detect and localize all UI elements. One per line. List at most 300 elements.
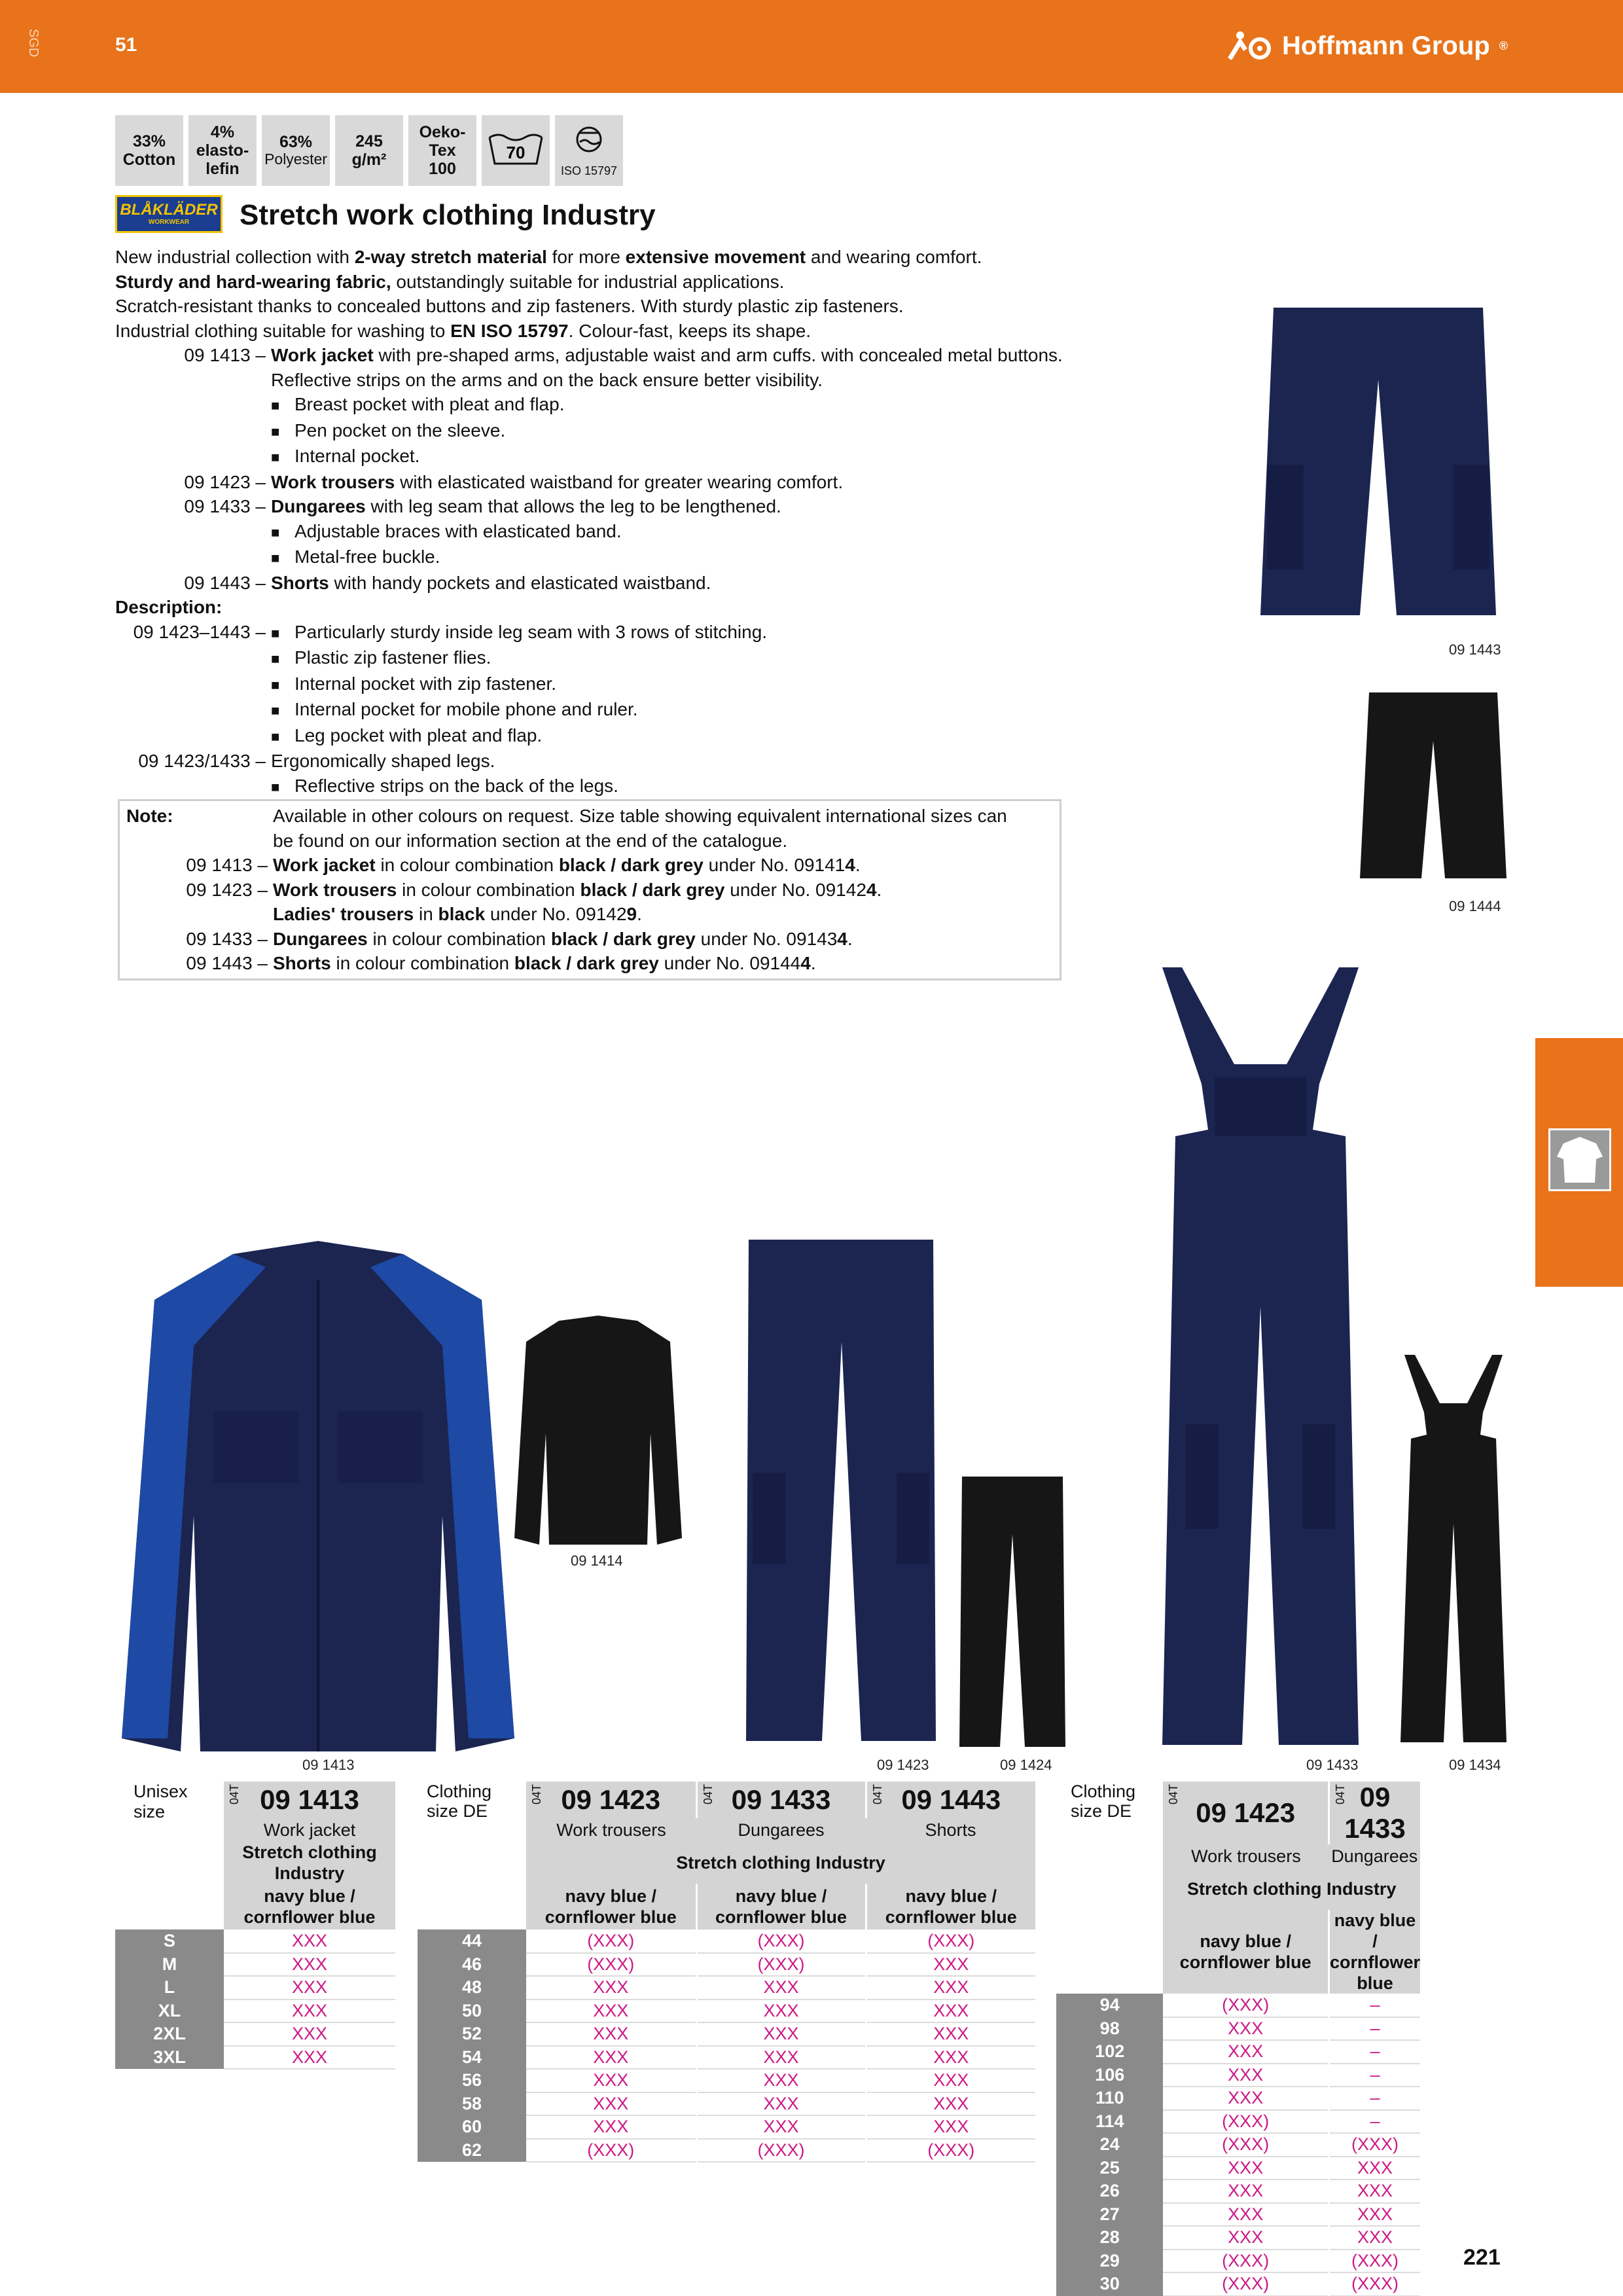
availability-cell: – xyxy=(1329,1994,1420,2017)
table-row xyxy=(1056,2203,1420,2227)
table-row xyxy=(1056,2272,1420,2296)
availability-cell: XXX xyxy=(696,2092,866,2116)
availability-cell: (XXX) xyxy=(696,2139,866,2162)
note-label: Note: xyxy=(126,806,173,826)
size-cell: 56 xyxy=(418,2069,526,2092)
brand-logo xyxy=(1227,30,1508,62)
table-row xyxy=(115,2000,395,2023)
size-cell: 62 xyxy=(418,2139,526,2162)
table-row xyxy=(418,2000,1035,2023)
description-line xyxy=(115,723,1071,749)
weight-badge: 245 g/m² xyxy=(335,115,403,186)
cotton-badge: 33% Cotton xyxy=(115,115,183,186)
availability-cell: XXX xyxy=(866,2022,1035,2046)
size-cell: 50 xyxy=(418,2000,526,2023)
item-text xyxy=(271,470,843,495)
text-span: under No. 09144 xyxy=(658,953,801,973)
trousers-black-image xyxy=(957,1475,1068,1750)
table-row xyxy=(115,1953,395,1977)
description-bullet: ■ Internal pocket for mobile phone and ruler. xyxy=(271,699,638,719)
page-number: 221 xyxy=(1463,2245,1501,2270)
text-span: 4 xyxy=(845,855,855,875)
bullet-item xyxy=(115,519,1071,545)
description-bullet: ■ Leg pocket with pleat and flap. xyxy=(271,725,543,745)
text-span: Particularly sturdy inside leg seam with 3 rows of stitching. xyxy=(294,621,768,642)
text-span: in xyxy=(414,904,438,924)
bullet-item xyxy=(115,418,1071,444)
product-line: Stretch clothing Industry xyxy=(1163,1868,1420,1910)
note-line xyxy=(120,804,1060,829)
page-title: Stretch work clothing Industry xyxy=(240,199,656,231)
description-bullet: ■ Internal pocket with zip fastener. xyxy=(271,673,556,694)
caption-trousers-black: 09 1424 xyxy=(1000,1757,1052,1773)
availability-cell: XXX xyxy=(1163,2040,1329,2064)
size-cell: 3XL xyxy=(115,2046,224,2070)
availability-cell: XXX xyxy=(696,2115,866,2139)
text-span: Scratch-resistant thanks to concealed buttons and zip fasteners. With sturdy plastic zip fasteners. xyxy=(115,296,904,316)
size-cell: 28 xyxy=(1056,2226,1163,2250)
size-table-long-short-sizes xyxy=(1056,1782,1420,2296)
availability-cell: (XXX) xyxy=(1329,2133,1420,2157)
size-cell: 30 xyxy=(1056,2272,1163,2296)
item-line xyxy=(115,571,1071,596)
note-row xyxy=(120,853,1060,878)
description-line xyxy=(115,672,1071,698)
availability-cell: (XXX) xyxy=(526,1953,696,1977)
text-span: Sturdy and hard-wearing fabric, xyxy=(115,271,391,292)
header-side-text: SGD xyxy=(26,29,41,58)
text-span: with elasticated waistband for greater wearing comfort. xyxy=(395,471,844,492)
table-row xyxy=(1056,2087,1420,2110)
intro-line xyxy=(115,270,1071,295)
availability-cell: XXX xyxy=(1163,2226,1329,2250)
table-row xyxy=(1056,2040,1420,2064)
availability-cell: XXX xyxy=(526,1976,696,2000)
availability-cell: XXX xyxy=(1163,2064,1329,2087)
caption-dungarees-navy: 09 1433 xyxy=(1306,1757,1359,1773)
availability-cell: XXX xyxy=(224,1976,395,2000)
size-table-jacket xyxy=(115,1782,395,2070)
product-name: Shorts xyxy=(866,1818,1035,1842)
availability-cell: XXX xyxy=(1329,2203,1420,2227)
availability-cell: XXX xyxy=(696,1976,866,2000)
product-description xyxy=(115,245,1071,980)
size-label: Clothing size DE xyxy=(1056,1782,1163,1868)
availability-cell: – xyxy=(1329,2110,1420,2134)
item-line xyxy=(115,494,1071,519)
size-cell: 48 xyxy=(418,1976,526,2000)
availability-cell: XXX xyxy=(1163,2179,1329,2203)
product-code: 04T 09 1413 xyxy=(224,1782,395,1818)
description-code xyxy=(115,672,271,698)
caption-dungarees-black: 09 1434 xyxy=(1449,1757,1501,1773)
product-name: Dungarees xyxy=(696,1818,866,1842)
note-code: 09 1443 – xyxy=(186,953,268,973)
dungarees-black-image xyxy=(1398,1354,1509,1746)
availability-cell: XXX xyxy=(526,2092,696,2116)
material-symbols xyxy=(115,115,623,186)
bullet-item xyxy=(115,392,1071,418)
svg-text:70: 70 xyxy=(506,143,526,162)
note-row-text xyxy=(273,853,861,878)
table-row xyxy=(418,2092,1035,2116)
availability-cell: – xyxy=(1329,2087,1420,2110)
availability-cell: (XXX) xyxy=(866,2139,1035,2162)
text-span: with handy pockets and elasticated waistband. xyxy=(329,572,711,593)
product-colour: navy blue / cornflower blue xyxy=(1163,1910,1329,1994)
note-row xyxy=(120,951,1060,976)
availability-cell: XXX xyxy=(866,2092,1035,2116)
availability-cell: (XXX) xyxy=(866,1929,1035,1953)
availability-cell: (XXX) xyxy=(696,1953,866,1977)
availability-cell: – xyxy=(1329,2017,1420,2041)
text-span: Metal-free buckle. xyxy=(294,547,440,567)
availability-cell: XXX xyxy=(866,2115,1035,2139)
availability-cell: (XXX) xyxy=(1163,1994,1329,2017)
item-continuation: Reflective strips on the arms and on the back ensure better visibility. xyxy=(271,369,823,390)
size-cell: XL xyxy=(115,2000,224,2023)
size-cell: 52 xyxy=(418,2022,526,2046)
text-span: . xyxy=(810,953,816,973)
bullet-item xyxy=(115,444,1071,470)
table-row xyxy=(418,1929,1035,1953)
product-colour: navy blue / cornflower blue xyxy=(866,1884,1035,1929)
availability-cell: XXX xyxy=(696,2046,866,2070)
text-span: 9 xyxy=(626,904,637,924)
table-row xyxy=(418,2046,1035,2070)
text-span: with pre-shaped arms, adjustable waist and arm cuffs. with concealed metal buttons. xyxy=(373,345,1063,365)
table-row xyxy=(115,2046,395,2070)
description-code xyxy=(115,697,271,723)
table-row xyxy=(115,1929,395,1953)
size-cell: 54 xyxy=(418,2046,526,2070)
text-span: and wearing comfort. xyxy=(806,247,982,267)
note-row xyxy=(120,878,1060,903)
item-code: 09 1443 – xyxy=(184,572,266,593)
table-row xyxy=(418,1953,1035,1977)
note-code: 09 1423 – xyxy=(186,879,268,900)
table-row xyxy=(1056,2226,1420,2250)
availability-cell: XXX xyxy=(866,1953,1035,1977)
table-row xyxy=(1056,2157,1420,2180)
text-span: extensive movement xyxy=(625,247,806,267)
size-cell: 94 xyxy=(1056,1994,1163,2017)
size-label: Unisex size xyxy=(115,1782,224,1842)
item-code: 09 1423 – xyxy=(184,471,266,492)
text-span: . Colour-fast, keeps its shape. xyxy=(568,320,812,341)
iso-15797-icon: ISO 15797 xyxy=(555,115,623,186)
caption-jacket-navy: 09 1413 xyxy=(302,1757,355,1773)
availability-cell: XXX xyxy=(224,2000,395,2023)
text-span: in colour combination xyxy=(375,855,559,875)
product-colour: navy blue / cornflower blue xyxy=(224,1884,395,1929)
availability-cell: XXX xyxy=(526,2000,696,2023)
text-span: in colour combination xyxy=(330,953,514,973)
section-tab[interactable] xyxy=(1535,1038,1623,1287)
size-cell: 44 xyxy=(418,1929,526,1953)
text-span: Plastic zip fastener flies. xyxy=(294,647,491,668)
text-span: New industrial collection with xyxy=(115,247,355,267)
text-span: . xyxy=(847,928,853,949)
size-cell: 106 xyxy=(1056,2064,1163,2087)
text-span: under No. 09142 xyxy=(724,879,866,900)
header-bar xyxy=(0,0,1623,93)
availability-cell: XXX xyxy=(696,2022,866,2046)
description-line xyxy=(115,645,1071,672)
text-span: 2-way stretch material xyxy=(354,247,547,267)
availability-cell: XXX xyxy=(526,2046,696,2070)
product-colour: navy blue / cornflower blue xyxy=(1329,1910,1420,1993)
availability-cell: XXX xyxy=(866,2046,1035,2070)
availability-cell: – xyxy=(1329,2040,1420,2064)
text-span: Work trousers xyxy=(271,471,395,492)
availability-cell: (XXX) xyxy=(1329,2272,1420,2296)
note-code xyxy=(120,902,273,927)
text-span: 4 xyxy=(837,928,847,949)
shorts-navy-image xyxy=(1247,301,1509,628)
intro-line xyxy=(115,294,1071,319)
table-row xyxy=(418,2115,1035,2139)
text-span: Internal pocket with zip fastener. xyxy=(294,673,556,694)
note-row-text xyxy=(273,951,816,976)
availability-cell: XXX xyxy=(1329,2157,1420,2180)
availability-cell: XXX xyxy=(1329,2226,1420,2250)
product-name: Work trousers xyxy=(526,1818,696,1842)
description-code xyxy=(115,645,271,672)
size-cell: M xyxy=(115,1953,224,1977)
size-cell: 27 xyxy=(1056,2203,1163,2227)
text-span: Leg pocket with pleat and flap. xyxy=(294,725,543,745)
note-row-text xyxy=(273,902,642,927)
product-line: Stretch clothing Industry xyxy=(224,1842,395,1884)
text-span: . xyxy=(876,879,882,900)
note-code: 09 1433 – xyxy=(186,928,268,949)
product-name: Work trousers xyxy=(1163,1844,1329,1868)
availability-cell: XXX xyxy=(224,2022,395,2046)
intro-line xyxy=(115,245,1071,270)
text-span: 4 xyxy=(800,953,811,973)
note-row xyxy=(120,902,1060,927)
item-text xyxy=(271,343,1063,368)
caption-trousers-navy: 09 1423 xyxy=(877,1757,929,1773)
product-colour: navy blue / cornflower blue xyxy=(526,1884,696,1929)
table-row xyxy=(1056,2064,1420,2087)
text-span: EN ISO 15797 xyxy=(450,320,569,341)
availability-cell: (XXX) xyxy=(1163,2133,1329,2157)
text-span: for more xyxy=(546,247,626,267)
size-cell: 46 xyxy=(418,1953,526,1977)
text-span: Shorts xyxy=(271,572,329,593)
size-cell: L xyxy=(115,1976,224,2000)
item-code: 09 1433 – xyxy=(184,496,266,516)
description-bullet: ■ Plastic zip fastener flies. xyxy=(271,647,491,668)
description-line xyxy=(115,620,1071,646)
item-code: 09 1413 – xyxy=(184,345,266,365)
text-span: Dungarees xyxy=(271,496,366,516)
text-span: . xyxy=(637,904,642,924)
size-cell: 58 xyxy=(418,2092,526,2116)
trousers-navy-image xyxy=(740,1237,942,1748)
size-cell: 98 xyxy=(1056,2017,1163,2041)
bullet-item xyxy=(115,774,1071,800)
note-box xyxy=(118,799,1061,980)
text-span: Ladies' trousers xyxy=(273,904,414,924)
note-text: be found on our information section at the end of the catalogue. xyxy=(273,830,788,851)
availability-cell: (XXX) xyxy=(526,1929,696,1953)
brand-name: Hoffmann Group xyxy=(1282,31,1490,60)
caption-shorts-black: 09 1444 xyxy=(1449,898,1501,914)
item-line xyxy=(115,470,1071,495)
description-line xyxy=(115,749,1071,774)
product-code: 04T 09 1433 xyxy=(1329,1782,1420,1844)
dungarees-navy-image xyxy=(1149,966,1372,1751)
size-cell: 26 xyxy=(1056,2179,1163,2203)
availability-cell: XXX xyxy=(1329,2179,1420,2203)
caption-jacket-black: 09 1414 xyxy=(571,1552,623,1569)
availability-cell: XXX xyxy=(1163,2087,1329,2110)
text-span: Pen pocket on the sleeve. xyxy=(294,420,506,440)
item-line xyxy=(115,343,1071,368)
product-line: Stretch clothing Industry xyxy=(526,1842,1035,1884)
text-span: 4 xyxy=(866,879,877,900)
text-span: Dungarees xyxy=(273,928,368,949)
size-cell: 25 xyxy=(1056,2157,1163,2180)
availability-cell: XXX xyxy=(696,2069,866,2092)
size-table-trousers-dungarees-shorts xyxy=(418,1782,1035,2162)
product-code: 04T 09 1433 xyxy=(696,1782,866,1818)
size-cell: 114 xyxy=(1056,2110,1163,2134)
availability-cell: (XXX) xyxy=(1163,2250,1329,2273)
blaklader-logo: BLÅKLÄDER WORKWEAR xyxy=(115,195,223,233)
availability-cell: (XXX) xyxy=(1329,2250,1420,2273)
text-span: under No. 09143 xyxy=(695,928,838,949)
text-span: Work jacket xyxy=(273,855,376,875)
table-row xyxy=(1056,2133,1420,2157)
product-colour: navy blue / cornflower blue xyxy=(696,1884,866,1929)
availability-cell: (XXX) xyxy=(1163,2110,1329,2134)
description-bullet: ■ Particularly sturdy inside leg seam with 3 rows of stitching. xyxy=(271,621,768,642)
text-span: Internal pocket. xyxy=(294,446,420,466)
jacket-navy-image xyxy=(115,1241,521,1765)
note-text: Available in other colours on request. Size table showing equivalent international sizes can xyxy=(273,806,1007,826)
availability-cell: XXX xyxy=(1163,2203,1329,2227)
text-span: Adjustable braces with elasticated band. xyxy=(294,520,622,541)
table-row xyxy=(115,2022,395,2046)
hoffmann-logo-icon xyxy=(1227,30,1273,62)
text-span: Shorts xyxy=(273,953,331,973)
availability-cell: XXX xyxy=(866,2000,1035,2023)
text-span: Breast pocket with pleat and flap. xyxy=(294,394,565,414)
table-row xyxy=(1056,2017,1420,2041)
text-span: Internal pocket for mobile phone and ruler. xyxy=(294,699,638,719)
section-number: 51 xyxy=(115,34,137,56)
bullet-item xyxy=(115,545,1071,571)
note-row-text xyxy=(273,878,882,903)
text-span: outstandingly suitable for industrial applications. xyxy=(391,271,785,292)
availability-cell: XXX xyxy=(526,2022,696,2046)
note-row xyxy=(120,927,1060,952)
intro-line xyxy=(115,319,1071,344)
availability-cell: XXX xyxy=(866,1976,1035,2000)
table-row xyxy=(1056,1994,1420,2017)
text-span: black / dark grey xyxy=(514,953,659,973)
text-span: . xyxy=(855,855,861,875)
table-row xyxy=(418,2069,1035,2092)
table-row xyxy=(1056,2110,1420,2134)
table-row xyxy=(1056,2179,1420,2203)
workwear-icon xyxy=(1548,1128,1611,1191)
text-span: with leg seam that allows the leg to be lengthened. xyxy=(365,496,781,516)
table-row xyxy=(115,1976,395,2000)
availability-cell: XXX xyxy=(526,2115,696,2139)
description-code: 09 1423–1443 – xyxy=(133,621,266,642)
availability-cell: XXX xyxy=(224,1929,395,1953)
availability-cell: (XXX) xyxy=(1163,2272,1329,2296)
size-cell: 102 xyxy=(1056,2040,1163,2064)
text-span: under No. 09142 xyxy=(485,904,627,924)
note-code: 09 1413 – xyxy=(186,855,268,875)
text-span: Reflective strips on the back of the legs. xyxy=(294,775,618,796)
text-span: black / dark grey xyxy=(580,879,725,900)
availability-cell: XXX xyxy=(696,2000,866,2023)
description-text: Ergonomically shaped legs. xyxy=(271,751,495,771)
description-code: 09 1423/1433 – xyxy=(138,751,266,771)
availability-cell: (XXX) xyxy=(526,2139,696,2162)
size-label: Clothing size DE xyxy=(418,1782,526,1842)
product-code: 04T 09 1423 xyxy=(1163,1782,1329,1844)
elastolefin-badge: 4% elasto- lefin xyxy=(188,115,257,186)
availability-cell: XXX xyxy=(866,2069,1035,2092)
description-label: Description: xyxy=(115,597,223,617)
size-cell: 60 xyxy=(418,2115,526,2139)
polyester-badge: 63% Polyester xyxy=(262,115,330,186)
text-span: in colour combination xyxy=(367,928,551,949)
text-span: Industrial clothing suitable for washing to xyxy=(115,320,451,341)
table-row xyxy=(418,1976,1035,2000)
size-cell: 110 xyxy=(1056,2087,1163,2110)
availability-cell: XXX xyxy=(224,2046,395,2070)
product-code: 04T 09 1423 xyxy=(526,1782,696,1818)
text-span: Work jacket xyxy=(271,345,374,365)
description-code xyxy=(115,723,271,749)
size-cell: 24 xyxy=(1056,2133,1163,2157)
note-row-text xyxy=(273,927,853,952)
availability-cell: XXX xyxy=(526,2069,696,2092)
jacket-black-image xyxy=(513,1316,683,1551)
item-text xyxy=(271,571,711,596)
text-span: under No. 09141 xyxy=(703,855,846,875)
text-span: black / dark grey xyxy=(558,855,704,875)
table-row xyxy=(418,2139,1035,2162)
availability-cell: XXX xyxy=(1163,2017,1329,2041)
table-row xyxy=(418,2022,1035,2046)
availability-cell: XXX xyxy=(1163,2157,1329,2180)
product-name: Work jacket xyxy=(224,1818,395,1842)
size-cell: 2XL xyxy=(115,2022,224,2046)
size-cell: 29 xyxy=(1056,2250,1163,2273)
caption-shorts-navy: 09 1443 xyxy=(1449,641,1501,658)
text-span: Work trousers xyxy=(273,879,397,900)
text-span: in colour combination xyxy=(397,879,580,900)
description-line xyxy=(115,697,1071,723)
availability-cell: (XXX) xyxy=(696,1929,866,1953)
oekotex-badge: Oeko- Tex 100 xyxy=(408,115,476,186)
table-row xyxy=(1056,2250,1420,2273)
text-span: black xyxy=(438,904,486,924)
brand-mark: ® xyxy=(1499,39,1508,52)
item-text xyxy=(271,494,781,519)
availability-cell: – xyxy=(1329,2064,1420,2087)
